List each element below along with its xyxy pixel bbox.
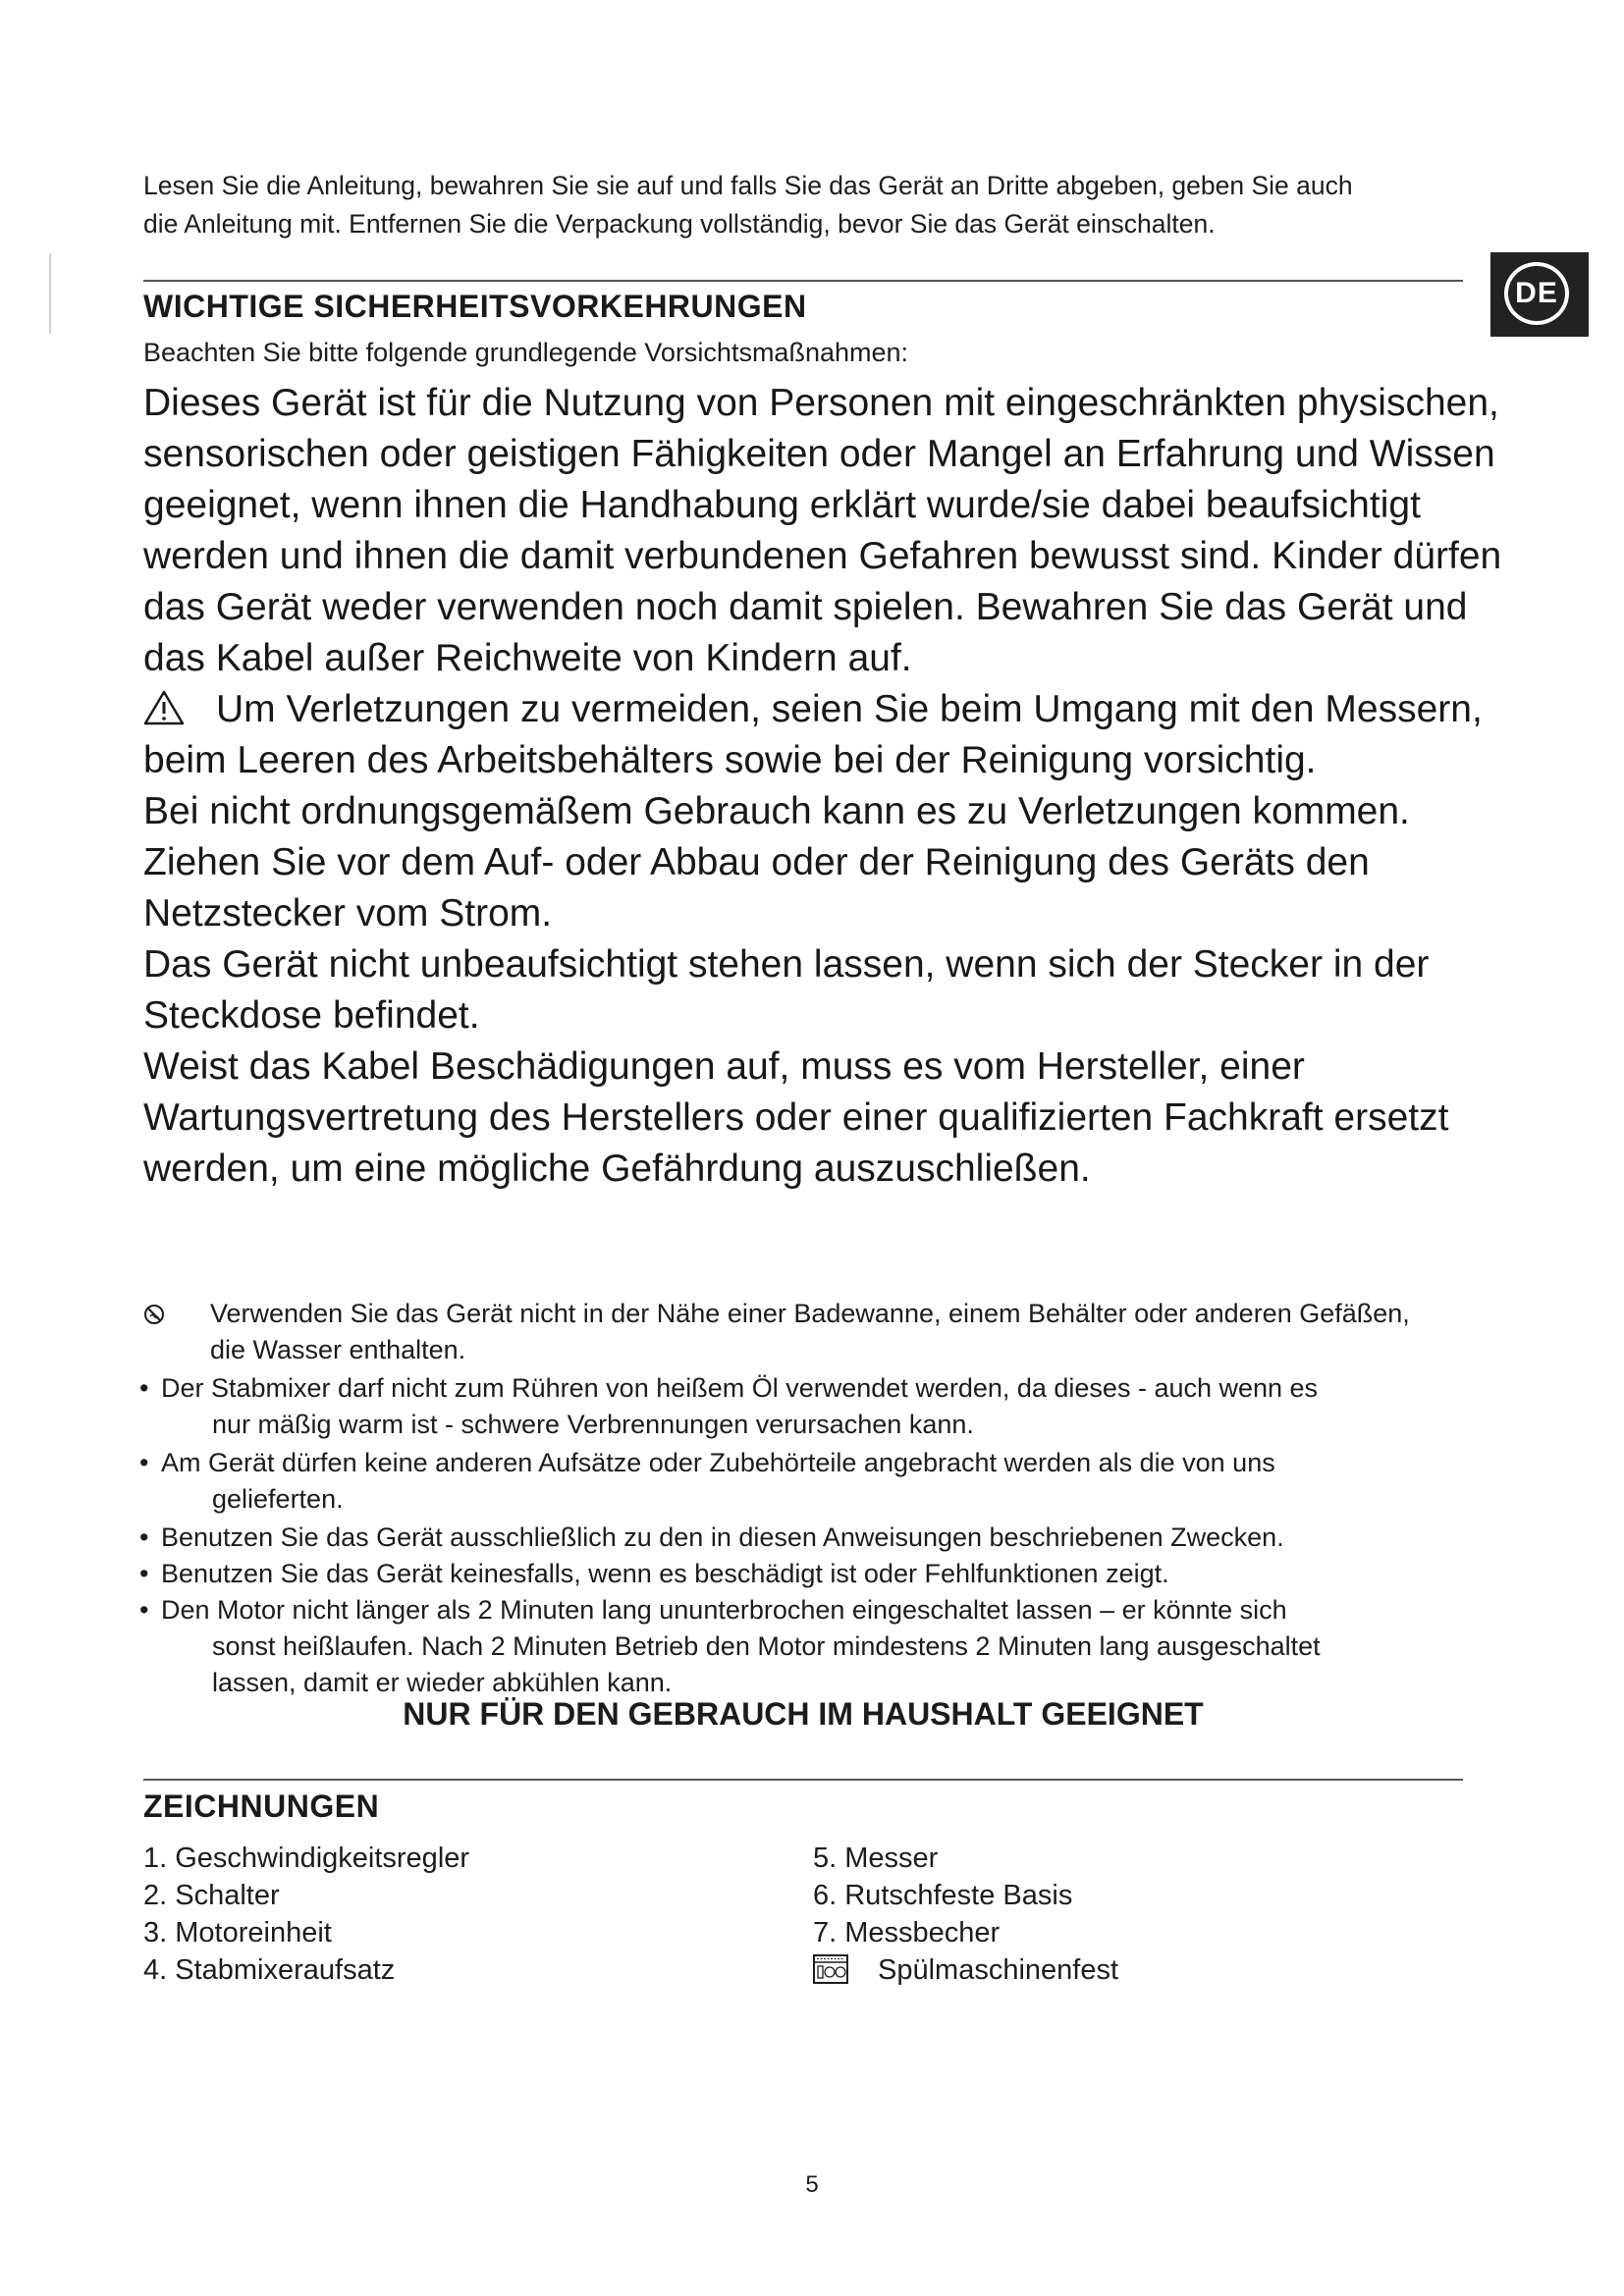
list-item (137, 1520, 1492, 1556)
safety-paragraph: Dieses Gerät ist für die Nutzung von Personen mit eingeschränkten physischen, sensorischen oder geistigen Fähigkeiten oder Mangel an Erfahrung und Wissen geeignet, wenn ihnen die Handhabung erklärt wurde/sie dabei beaufsichtigt werden und ihnen die damit verbundenen Gefahren bewusst sind. Kinder dürfen das Gerät weder verwenden noch damit spielen. Bewahren Sie das Gerät und das Kabel außer Reichweite von Kindern auf. (143, 382, 1502, 679)
safety-paragraph: Weist das Kabel Beschädigungen auf, muss es vom Hersteller, einer Wartungsvertretung des Herstellers oder einer qualifizierten Fachkraft ersetzt werden, um eine mögliche Gefährdung auszuschließen. (143, 1045, 1449, 1190)
section-divider (143, 1779, 1463, 1781)
page-number: 5 (805, 2171, 819, 2198)
list-item-line: gelieferten. (212, 1484, 344, 1514)
list-item-line: Verwenden Sie das Gerät nicht in der Nähe einer Badewanne, einem Behälter oder anderen Gefäßen, (210, 1299, 1410, 1328)
safety-paragraph-warning (143, 684, 1518, 786)
safety-small-list (137, 1296, 1492, 1701)
intro-line: die Anleitung mit. Entfernen Sie die Verpackung vollständig, bevor Sie das Gerät einschalten. (143, 209, 1216, 239)
list-item (137, 1592, 1492, 1701)
list-item (813, 1951, 1118, 1989)
margin-mark (49, 253, 51, 334)
list-item-line: die Wasser enthalten. (210, 1335, 466, 1364)
list-item: 5. Messer (813, 1842, 939, 1874)
safety-heading: WICHTIGE SICHERHEITSVORKEHRUNGEN (143, 289, 807, 324)
warning-text: Um Verletzungen zu vermeiden, seien Sie beim Umgang mit den Messern, beim Leeren des Arbeitsbehälters sowie bei der Reinigung vorsichtig. (143, 688, 1483, 781)
language-badge (1490, 252, 1589, 337)
list-item (137, 1296, 1492, 1368)
list-item-line: lassen, damit er wieder abkühlen kann. (212, 1668, 673, 1697)
list-item-line: • Am Gerät dürfen keine anderen Aufsätze oder Zubehörteile angebracht werden als die von uns (161, 1448, 1275, 1477)
list-item-line: • Benutzen Sie das Gerät keinesfalls, wenn es beschädigt ist oder Fehlfunktionen zeigt. (161, 1559, 1169, 1588)
list-item: 7. Messbecher (813, 1917, 1001, 1949)
intro-text (143, 167, 1449, 243)
list-item: 2. Schalter (143, 1880, 280, 1911)
safety-subheading: Beachten Sie bitte folgende grundlegende Vorsichtsmaßnahmen: (143, 338, 909, 367)
safety-paragraph: Ziehen Sie vor dem Auf- oder Abbau oder der Reinigung des Geräts den Netzstecker vom Strom. (143, 841, 1370, 934)
list-item-line: • Den Motor nicht länger als 2 Minuten lang ununterbrochen eingeschaltet lassen – er könnte sich (161, 1595, 1287, 1625)
drawings-list-left (143, 1840, 469, 1989)
list-item-line: • Benutzen Sie das Gerät ausschließlich zu den in diesen Anweisungen beschriebenen Zwecken. (161, 1522, 1284, 1552)
intro-line: Lesen Sie die Anleitung, bewahren Sie sie auf und falls Sie das Gerät an Dritte abgeben, geben Sie auch (143, 171, 1353, 200)
list-item: 4. Stabmixeraufsatz (143, 1954, 396, 1986)
safety-paragraph: Das Gerät nicht unbeaufsichtigt stehen lassen, wenn sich der Stecker in der Steckdose befindet. (143, 943, 1430, 1037)
list-item-line: sonst heißlaufen. Nach 2 Minuten Betrieb den Motor mindestens 2 Minuten lang ausgeschaltet (212, 1631, 1321, 1661)
list-item (137, 1556, 1492, 1592)
list-item-line: • Der Stabmixer darf nicht zum Rühren von heißem Öl verwendet werden, da dieses - auch wenn es (161, 1373, 1319, 1403)
section-divider (143, 280, 1463, 282)
warning-triangle-icon (143, 690, 185, 725)
safety-paragraph: Bei nicht ordnungsgemäßem Gebrauch kann es zu Verletzungen kommen. (143, 790, 1410, 832)
dishwasher-label: Spülmaschinenfest (878, 1954, 1119, 1986)
drawings-heading: ZEICHNUNGEN (143, 1789, 380, 1824)
list-item (137, 1370, 1492, 1443)
household-notice: NUR FÜR DEN GEBRAUCH IM HAUSHALT GEEIGNET (403, 1696, 1204, 1732)
list-item (137, 1445, 1492, 1518)
safety-main-text (143, 378, 1518, 1195)
drawings-list-right (813, 1840, 1118, 1989)
dishwasher-icon (813, 1954, 848, 1984)
prohibited-icon (143, 1304, 165, 1325)
list-item: 3. Motoreinheit (143, 1917, 332, 1949)
list-item: 1. Geschwindigkeitsregler (143, 1842, 470, 1874)
list-item-line: nur mäßig warm ist - schwere Verbrennungen verursachen kann. (212, 1410, 974, 1439)
language-code: DE (1515, 277, 1558, 309)
list-item: 6. Rutschfeste Basis (813, 1880, 1073, 1911)
